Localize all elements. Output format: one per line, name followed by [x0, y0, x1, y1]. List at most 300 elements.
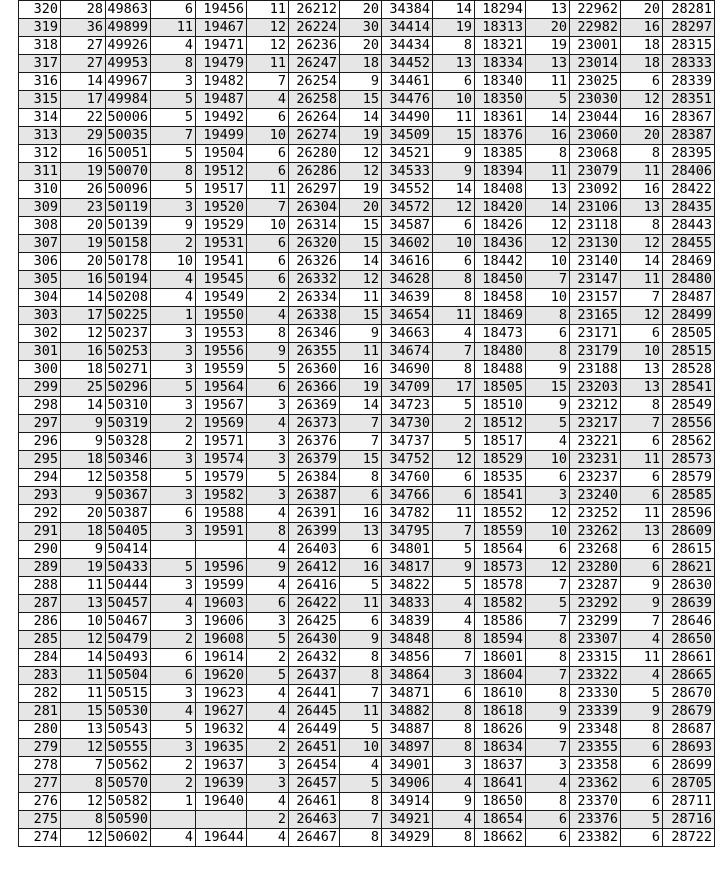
table-cell[interactable]: 11 — [61, 667, 106, 685]
table-cell[interactable]: 10 — [61, 613, 106, 631]
table-cell[interactable]: 7 — [61, 757, 106, 775]
table-cell[interactable]: 309 — [19, 199, 61, 217]
table-cell[interactable]: 3 — [526, 757, 570, 775]
table-cell[interactable]: 3 — [151, 343, 196, 361]
table-cell[interactable]: 9 — [621, 703, 663, 721]
table-cell[interactable]: 12 — [526, 217, 570, 235]
table-cell[interactable]: 34674 — [382, 343, 433, 361]
table-cell[interactable]: 8 — [526, 685, 570, 703]
table-cell[interactable]: 34690 — [382, 361, 433, 379]
table-cell[interactable]: 5 — [621, 685, 663, 703]
table-cell[interactable]: 23280 — [570, 559, 621, 577]
table-cell[interactable]: 3 — [247, 433, 289, 451]
table-cell[interactable]: 6 — [247, 271, 289, 289]
table-cell[interactable]: 9 — [433, 145, 475, 163]
table-cell[interactable]: 19559 — [196, 361, 247, 379]
table-cell[interactable]: 311 — [19, 163, 61, 181]
table-cell[interactable]: 19623 — [196, 685, 247, 703]
table-cell[interactable]: 34848 — [382, 631, 433, 649]
table-cell[interactable]: 10 — [526, 253, 570, 271]
table-cell[interactable]: 16 — [621, 181, 663, 199]
table-cell[interactable]: 18535 — [475, 469, 526, 487]
table-cell[interactable]: 18650 — [475, 793, 526, 811]
table-cell[interactable]: 5 — [247, 631, 289, 649]
table-cell[interactable]: 28281 — [663, 1, 715, 19]
table-cell[interactable]: 3 — [151, 397, 196, 415]
table-cell[interactable]: 282 — [19, 685, 61, 703]
table-cell[interactable]: 18541 — [475, 487, 526, 505]
table-cell[interactable]: 10 — [247, 127, 289, 145]
table-cell[interactable]: 26399 — [289, 523, 340, 541]
table-cell[interactable]: 10 — [340, 739, 382, 757]
table-cell[interactable]: 17 — [433, 379, 475, 397]
table-cell[interactable]: 5 — [151, 145, 196, 163]
table-cell[interactable]: 26332 — [289, 271, 340, 289]
table-cell[interactable]: 6 — [526, 325, 570, 343]
table-cell[interactable]: 285 — [19, 631, 61, 649]
table-cell[interactable]: 11 — [526, 163, 570, 181]
table-cell[interactable]: 20 — [61, 505, 106, 523]
table-cell[interactable]: 280 — [19, 721, 61, 739]
table-cell[interactable]: 19582 — [196, 487, 247, 505]
table-cell[interactable]: 26430 — [289, 631, 340, 649]
table-cell[interactable]: 11 — [526, 73, 570, 91]
table-cell[interactable]: 8 — [621, 397, 663, 415]
table-cell[interactable]: 28339 — [663, 73, 715, 91]
table-cell[interactable]: 18604 — [475, 667, 526, 685]
table-cell[interactable]: 19574 — [196, 451, 247, 469]
table-cell[interactable]: 5 — [151, 109, 196, 127]
table-cell[interactable]: 16 — [526, 127, 570, 145]
table-cell[interactable]: 13 — [526, 1, 570, 19]
table-cell[interactable]: 4 — [433, 811, 475, 829]
table-cell[interactable]: 7 — [621, 289, 663, 307]
table-cell[interactable]: 301 — [19, 343, 61, 361]
table-cell[interactable]: 4 — [526, 775, 570, 793]
table-cell[interactable]: 19 — [526, 37, 570, 55]
table-cell[interactable]: 50444 — [106, 577, 151, 595]
table-cell[interactable]: 14 — [340, 109, 382, 127]
table-cell[interactable]: 3 — [247, 451, 289, 469]
table-cell[interactable]: 7 — [433, 523, 475, 541]
table-cell[interactable]: 297 — [19, 415, 61, 433]
table-cell[interactable]: 8 — [526, 145, 570, 163]
table-cell[interactable]: 9 — [340, 73, 382, 91]
table-cell[interactable]: 8 — [340, 649, 382, 667]
table-cell[interactable]: 50035 — [106, 127, 151, 145]
table-cell[interactable]: 18376 — [475, 127, 526, 145]
table-cell[interactable]: 23068 — [570, 145, 621, 163]
table-cell[interactable]: 303 — [19, 307, 61, 325]
table-cell[interactable]: 12 — [61, 631, 106, 649]
table-cell[interactable]: 7 — [247, 199, 289, 217]
table-cell[interactable]: 315 — [19, 91, 61, 109]
table-cell[interactable]: 15 — [61, 703, 106, 721]
table-cell[interactable]: 28573 — [663, 451, 715, 469]
table-cell[interactable]: 34628 — [382, 271, 433, 289]
table-cell[interactable]: 18420 — [475, 199, 526, 217]
table-cell[interactable]: 5 — [340, 775, 382, 793]
table-cell[interactable]: 23221 — [570, 433, 621, 451]
table-cell[interactable]: 8 — [247, 523, 289, 541]
table-cell[interactable]: 6 — [621, 325, 663, 343]
table-cell[interactable]: 20 — [340, 1, 382, 19]
table-cell[interactable]: 18610 — [475, 685, 526, 703]
table-cell[interactable]: 6 — [621, 469, 663, 487]
table-cell[interactable]: 14 — [340, 397, 382, 415]
table-cell[interactable]: 34509 — [382, 127, 433, 145]
table-cell[interactable]: 10 — [526, 451, 570, 469]
table-cell[interactable]: 11 — [621, 649, 663, 667]
table-cell[interactable]: 50208 — [106, 289, 151, 307]
table-cell[interactable]: 18634 — [475, 739, 526, 757]
table-cell[interactable]: 28579 — [663, 469, 715, 487]
table-cell[interactable]: 6 — [433, 487, 475, 505]
table-cell[interactable]: 6 — [433, 73, 475, 91]
table-cell[interactable]: 23118 — [570, 217, 621, 235]
table-cell[interactable]: 34864 — [382, 667, 433, 685]
table-cell[interactable]: 19467 — [196, 19, 247, 37]
table-cell[interactable]: 10 — [151, 253, 196, 271]
table-cell[interactable]: 6 — [621, 433, 663, 451]
table-cell[interactable]: 50405 — [106, 523, 151, 541]
table-cell[interactable]: 19588 — [196, 505, 247, 523]
table-cell[interactable]: 4 — [247, 415, 289, 433]
table-cell[interactable] — [196, 811, 247, 829]
table-cell[interactable]: 28541 — [663, 379, 715, 397]
table-cell[interactable]: 23025 — [570, 73, 621, 91]
table-cell[interactable]: 14 — [61, 73, 106, 91]
table-cell[interactable]: 14 — [61, 289, 106, 307]
table-cell[interactable]: 19603 — [196, 595, 247, 613]
table-cell[interactable]: 34587 — [382, 217, 433, 235]
table-cell[interactable]: 23348 — [570, 721, 621, 739]
table-cell[interactable]: 34801 — [382, 541, 433, 559]
table-cell[interactable]: 6 — [526, 541, 570, 559]
table-cell[interactable]: 4 — [247, 505, 289, 523]
table-cell[interactable]: 26432 — [289, 649, 340, 667]
table-cell[interactable]: 26412 — [289, 559, 340, 577]
table-cell[interactable]: 4 — [247, 703, 289, 721]
table-cell[interactable]: 6 — [151, 649, 196, 667]
table-cell[interactable]: 4 — [340, 757, 382, 775]
table-cell[interactable]: 26247 — [289, 55, 340, 73]
table-cell[interactable]: 19632 — [196, 721, 247, 739]
table-cell[interactable]: 23358 — [570, 757, 621, 775]
table-cell[interactable]: 18529 — [475, 451, 526, 469]
table-cell[interactable]: 2 — [433, 415, 475, 433]
table-cell[interactable]: 14 — [61, 397, 106, 415]
table-cell[interactable]: 18488 — [475, 361, 526, 379]
table-cell[interactable]: 18552 — [475, 505, 526, 523]
table-cell[interactable]: 28443 — [663, 217, 715, 235]
table-cell[interactable]: 4 — [247, 91, 289, 109]
table-cell[interactable]: 34434 — [382, 37, 433, 55]
table-cell[interactable]: 50493 — [106, 649, 151, 667]
table-cell[interactable]: 18512 — [475, 415, 526, 433]
table-cell[interactable]: 19569 — [196, 415, 247, 433]
table-cell[interactable]: 2 — [151, 775, 196, 793]
table-cell[interactable]: 34572 — [382, 199, 433, 217]
table-cell[interactable]: 8 — [433, 271, 475, 289]
table-cell[interactable]: 50225 — [106, 307, 151, 325]
table-cell[interactable]: 8 — [433, 829, 475, 847]
table-cell[interactable]: 302 — [19, 325, 61, 343]
table-cell[interactable]: 4 — [621, 667, 663, 685]
table-cell[interactable]: 23268 — [570, 541, 621, 559]
table-cell[interactable]: 34897 — [382, 739, 433, 757]
table-cell[interactable]: 3 — [151, 613, 196, 631]
table-cell[interactable]: 9 — [340, 631, 382, 649]
table-cell[interactable]: 7 — [526, 613, 570, 631]
table-cell[interactable]: 18 — [621, 37, 663, 55]
table-cell[interactable]: 288 — [19, 577, 61, 595]
table-cell[interactable]: 50504 — [106, 667, 151, 685]
table-cell[interactable]: 23240 — [570, 487, 621, 505]
table-cell[interactable]: 4 — [621, 631, 663, 649]
table-cell[interactable]: 7 — [526, 577, 570, 595]
table-cell[interactable]: 34737 — [382, 433, 433, 451]
table-cell[interactable]: 6 — [621, 541, 663, 559]
table-cell[interactable]: 23014 — [570, 55, 621, 73]
table-cell[interactable]: 8 — [433, 703, 475, 721]
table-cell[interactable]: 23299 — [570, 613, 621, 631]
table-cell[interactable]: 23376 — [570, 811, 621, 829]
table-cell[interactable]: 17 — [61, 91, 106, 109]
table-cell[interactable]: 2 — [151, 235, 196, 253]
table-cell[interactable]: 18637 — [475, 757, 526, 775]
table-cell[interactable]: 28650 — [663, 631, 715, 649]
table-cell[interactable]: 26224 — [289, 19, 340, 37]
table-cell[interactable]: 19 — [61, 559, 106, 577]
table-cell[interactable]: 20 — [340, 199, 382, 217]
table-cell[interactable]: 11 — [340, 703, 382, 721]
table-cell[interactable]: 5 — [433, 433, 475, 451]
table-cell[interactable]: 34901 — [382, 757, 433, 775]
table-cell[interactable]: 28556 — [663, 415, 715, 433]
table-cell[interactable]: 28716 — [663, 811, 715, 829]
table-cell[interactable]: 8 — [433, 361, 475, 379]
table-cell[interactable]: 28435 — [663, 199, 715, 217]
table-cell[interactable]: 28699 — [663, 757, 715, 775]
table-cell[interactable]: 6 — [621, 487, 663, 505]
table-cell[interactable]: 275 — [19, 811, 61, 829]
table-cell[interactable]: 26403 — [289, 541, 340, 559]
table-cell[interactable]: 2 — [247, 649, 289, 667]
table-cell[interactable]: 4 — [433, 775, 475, 793]
table-cell[interactable]: 19591 — [196, 523, 247, 541]
table-cell[interactable]: 50310 — [106, 397, 151, 415]
table-cell[interactable]: 26 — [61, 181, 106, 199]
table-cell[interactable]: 50387 — [106, 505, 151, 523]
table-cell[interactable]: 19512 — [196, 163, 247, 181]
table-cell[interactable]: 23 — [61, 199, 106, 217]
table-cell[interactable]: 8 — [151, 163, 196, 181]
table-cell[interactable]: 300 — [19, 361, 61, 379]
table-cell[interactable]: 306 — [19, 253, 61, 271]
table-cell[interactable]: 34795 — [382, 523, 433, 541]
table-cell[interactable]: 23252 — [570, 505, 621, 523]
table-cell[interactable]: 3 — [247, 775, 289, 793]
table-cell[interactable]: 23370 — [570, 793, 621, 811]
table-cell[interactable]: 25 — [61, 379, 106, 397]
table-cell[interactable]: 23171 — [570, 325, 621, 343]
table-cell[interactable]: 6 — [340, 613, 382, 631]
table-cell[interactable]: 3 — [151, 451, 196, 469]
table-cell[interactable]: 11 — [621, 451, 663, 469]
table-cell[interactable]: 50119 — [106, 199, 151, 217]
table-cell[interactable]: 8 — [340, 469, 382, 487]
table-cell[interactable]: 28367 — [663, 109, 715, 127]
table-cell[interactable]: 5 — [340, 721, 382, 739]
table-cell[interactable]: 34929 — [382, 829, 433, 847]
table-cell[interactable]: 34822 — [382, 577, 433, 595]
table-cell[interactable]: 9 — [61, 415, 106, 433]
table-cell[interactable]: 8 — [340, 793, 382, 811]
table-cell[interactable]: 34490 — [382, 109, 433, 127]
table-cell[interactable]: 26463 — [289, 811, 340, 829]
table-cell[interactable]: 18641 — [475, 775, 526, 793]
table-cell[interactable]: 6 — [526, 811, 570, 829]
table-cell[interactable]: 3 — [151, 523, 196, 541]
table-cell[interactable]: 291 — [19, 523, 61, 541]
table-cell[interactable]: 6 — [340, 541, 382, 559]
table-cell[interactable]: 16 — [340, 361, 382, 379]
table-cell[interactable]: 9 — [526, 721, 570, 739]
table-cell[interactable]: 16 — [340, 559, 382, 577]
table-cell[interactable]: 23188 — [570, 361, 621, 379]
table-cell[interactable]: 26360 — [289, 361, 340, 379]
table-cell[interactable]: 6 — [621, 793, 663, 811]
table-cell[interactable]: 22962 — [570, 1, 621, 19]
table-cell[interactable]: 18564 — [475, 541, 526, 559]
table-cell[interactable]: 28615 — [663, 541, 715, 559]
table-cell[interactable]: 18559 — [475, 523, 526, 541]
table-cell[interactable]: 16 — [61, 145, 106, 163]
table-cell[interactable]: 34414 — [382, 19, 433, 37]
table-cell[interactable]: 4 — [247, 721, 289, 739]
table-cell[interactable]: 11 — [433, 505, 475, 523]
table-cell[interactable]: 8 — [526, 307, 570, 325]
table-cell[interactable]: 18654 — [475, 811, 526, 829]
table-cell[interactable]: 4 — [247, 307, 289, 325]
table-cell[interactable]: 3 — [247, 613, 289, 631]
table-cell[interactable]: 15 — [340, 91, 382, 109]
table-cell[interactable]: 34760 — [382, 469, 433, 487]
table-cell[interactable]: 18313 — [475, 19, 526, 37]
table-cell[interactable]: 290 — [19, 541, 61, 559]
table-cell[interactable]: 18 — [621, 55, 663, 73]
table-cell[interactable]: 50479 — [106, 631, 151, 649]
table-cell[interactable]: 50530 — [106, 703, 151, 721]
table-cell[interactable]: 19499 — [196, 127, 247, 145]
table-cell[interactable]: 11 — [340, 595, 382, 613]
table-cell[interactable]: 50346 — [106, 451, 151, 469]
table-cell[interactable]: 8 — [526, 343, 570, 361]
table-cell[interactable]: 26258 — [289, 91, 340, 109]
table-cell[interactable]: 20 — [621, 1, 663, 19]
table-cell[interactable]: 28499 — [663, 307, 715, 325]
table-cell[interactable]: 26376 — [289, 433, 340, 451]
table-cell[interactable]: 26387 — [289, 487, 340, 505]
table-cell[interactable]: 28549 — [663, 397, 715, 415]
table-cell[interactable]: 8 — [247, 325, 289, 343]
table-cell[interactable]: 12 — [621, 307, 663, 325]
table-cell[interactable]: 49926 — [106, 37, 151, 55]
table-cell[interactable]: 292 — [19, 505, 61, 523]
table-cell[interactable]: 23339 — [570, 703, 621, 721]
table-cell[interactable]: 4 — [151, 829, 196, 847]
table-cell[interactable]: 278 — [19, 757, 61, 775]
table-cell[interactable]: 6 — [526, 829, 570, 847]
table-cell[interactable]: 8 — [61, 811, 106, 829]
table-cell[interactable]: 18480 — [475, 343, 526, 361]
table-cell[interactable]: 18469 — [475, 307, 526, 325]
table-cell[interactable]: 50543 — [106, 721, 151, 739]
table-cell[interactable]: 23292 — [570, 595, 621, 613]
table-cell[interactable]: 15 — [340, 235, 382, 253]
table-cell[interactable]: 8 — [433, 37, 475, 55]
table-cell[interactable]: 26457 — [289, 775, 340, 793]
table-cell[interactable]: 26461 — [289, 793, 340, 811]
table-cell[interactable]: 18573 — [475, 559, 526, 577]
table-cell[interactable]: 6 — [433, 685, 475, 703]
table-cell[interactable]: 18626 — [475, 721, 526, 739]
table-cell[interactable]: 287 — [19, 595, 61, 613]
table-cell[interactable]: 12 — [433, 199, 475, 217]
table-cell[interactable]: 320 — [19, 1, 61, 19]
table-cell[interactable]: 5 — [247, 469, 289, 487]
table-cell[interactable]: 50070 — [106, 163, 151, 181]
table-cell[interactable]: 8 — [621, 145, 663, 163]
table-cell[interactable]: 19492 — [196, 109, 247, 127]
table-cell[interactable]: 296 — [19, 433, 61, 451]
table-cell[interactable]: 316 — [19, 73, 61, 91]
table-cell[interactable]: 34384 — [382, 1, 433, 19]
table-cell[interactable]: 10 — [526, 289, 570, 307]
table-cell[interactable]: 19482 — [196, 73, 247, 91]
table-cell[interactable]: 10 — [621, 343, 663, 361]
table-cell[interactable]: 34914 — [382, 793, 433, 811]
table-cell[interactable]: 16 — [61, 271, 106, 289]
table-cell[interactable]: 34839 — [382, 613, 433, 631]
table-cell[interactable]: 12 — [247, 37, 289, 55]
table-cell[interactable]: 3 — [151, 739, 196, 757]
table-cell[interactable]: 34639 — [382, 289, 433, 307]
table-cell[interactable]: 19471 — [196, 37, 247, 55]
table-cell[interactable]: 298 — [19, 397, 61, 415]
table-cell[interactable]: 318 — [19, 37, 61, 55]
table-cell[interactable]: 18662 — [475, 829, 526, 847]
table-cell[interactable]: 12 — [61, 829, 106, 847]
table-cell[interactable]: 28621 — [663, 559, 715, 577]
table-cell[interactable]: 50194 — [106, 271, 151, 289]
table-cell[interactable]: 12 — [247, 19, 289, 37]
table-cell[interactable]: 50562 — [106, 757, 151, 775]
table-cell[interactable]: 26264 — [289, 109, 340, 127]
table-cell[interactable]: 4 — [151, 595, 196, 613]
table-cell[interactable]: 18505 — [475, 379, 526, 397]
table-cell[interactable]: 5 — [621, 811, 663, 829]
table-cell[interactable]: 4 — [247, 541, 289, 559]
table-cell[interactable]: 18294 — [475, 1, 526, 19]
table-cell[interactable]: 3 — [433, 667, 475, 685]
table-cell[interactable]: 28515 — [663, 343, 715, 361]
table-cell[interactable]: 34882 — [382, 703, 433, 721]
table-cell[interactable]: 19564 — [196, 379, 247, 397]
table-cell[interactable]: 2 — [151, 415, 196, 433]
table-cell[interactable]: 26314 — [289, 217, 340, 235]
